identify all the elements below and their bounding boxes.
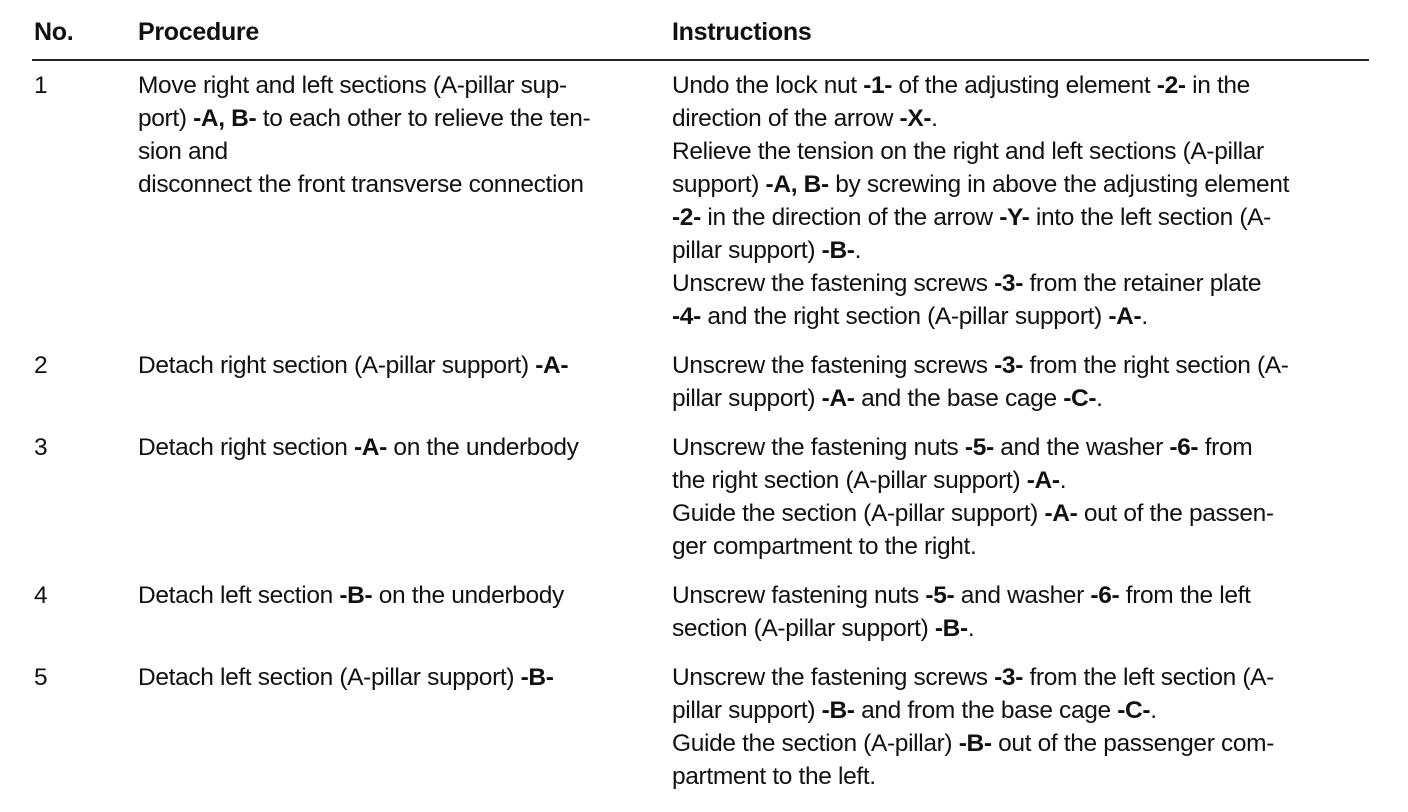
text-line xyxy=(672,135,1363,168)
text-line xyxy=(138,135,664,168)
text-segment: pillar support) xyxy=(672,237,822,264)
step-number: 1 xyxy=(34,72,48,99)
text-line xyxy=(672,612,1363,645)
text-line xyxy=(138,579,664,612)
part-reference: -1- xyxy=(863,72,893,99)
text-line xyxy=(672,69,1363,102)
text-line xyxy=(138,661,664,694)
instructions-cell xyxy=(670,645,1369,793)
text-segment: from the left xyxy=(1119,582,1251,609)
part-reference: -3- xyxy=(994,664,1024,691)
header-procedure: Procedure xyxy=(136,8,670,60)
text-segment: direction of the arrow xyxy=(672,105,900,132)
text-segment: Detach right section (A-pillar support) xyxy=(138,352,536,379)
text-segment: pillar support) xyxy=(672,697,822,724)
text-segment: and the washer xyxy=(993,434,1170,461)
instructions-cell xyxy=(670,60,1369,333)
instructions-cell xyxy=(670,415,1369,563)
procedure-cell xyxy=(136,60,670,333)
text-line xyxy=(138,349,664,382)
text-segment: Detach left section xyxy=(138,582,340,609)
text-segment: ger compartment to the right. xyxy=(672,533,977,560)
part-reference: -A- xyxy=(354,434,387,461)
text-segment: . xyxy=(931,105,938,132)
text-segment: Unscrew the fastening screws xyxy=(672,270,995,297)
text-line xyxy=(672,431,1363,464)
procedure-cell xyxy=(136,563,670,645)
text-line xyxy=(672,168,1363,201)
part-reference: -A- xyxy=(821,385,855,412)
text-line xyxy=(672,727,1363,760)
step-number: 3 xyxy=(34,434,48,461)
text-segment: Unscrew the fastening screws xyxy=(672,664,995,691)
table-row xyxy=(32,60,1369,333)
text-line xyxy=(672,497,1363,530)
part-reference: -6- xyxy=(1169,434,1199,461)
part-reference: -B- xyxy=(934,615,968,642)
text-segment: Detach left section (A-pillar support) xyxy=(138,664,521,691)
step-number: 4 xyxy=(34,582,48,609)
text-line xyxy=(672,201,1363,234)
text-segment: . xyxy=(1150,697,1157,724)
text-segment: the right section (A-pillar support) xyxy=(672,467,1027,494)
text-line xyxy=(672,579,1363,612)
text-segment: partment to the left. xyxy=(672,763,876,790)
text-segment: pillar support) xyxy=(672,385,822,412)
text-segment: . xyxy=(1141,303,1148,330)
part-reference: -2- xyxy=(1156,72,1186,99)
text-line xyxy=(672,694,1363,727)
text-segment: from xyxy=(1198,434,1253,461)
header-no: No. xyxy=(32,8,136,60)
text-segment: . xyxy=(967,615,975,642)
text-segment: sion and xyxy=(138,138,228,165)
text-segment: in the xyxy=(1185,72,1250,99)
text-segment: Guide the section (A-pillar support) xyxy=(672,500,1045,527)
part-reference: -3- xyxy=(994,270,1024,297)
text-segment: on the underbody xyxy=(386,434,579,461)
part-reference: -4- xyxy=(672,303,701,330)
part-reference: -B- xyxy=(520,664,554,691)
text-segment: from the right section (A- xyxy=(1023,352,1289,379)
text-segment: into the left section (A- xyxy=(1029,204,1271,231)
instructions-cell xyxy=(670,563,1369,645)
procedure-document xyxy=(32,8,1372,793)
procedure-cell xyxy=(136,415,670,563)
text-segment: support) xyxy=(672,171,766,198)
text-segment: in the direction of the arrow xyxy=(700,204,1000,231)
part-reference: -B- xyxy=(821,237,855,264)
table-body xyxy=(32,60,1369,793)
text-line xyxy=(672,234,1363,267)
part-reference: -Y- xyxy=(999,204,1030,231)
table-row xyxy=(32,563,1369,645)
part-reference: -A- xyxy=(1108,303,1142,330)
text-segment: and from the base cage xyxy=(854,697,1118,724)
text-line xyxy=(138,102,664,135)
text-segment: from the retainer plate xyxy=(1023,270,1262,297)
text-line xyxy=(672,300,1363,333)
text-segment: Detach right section xyxy=(138,434,354,461)
step-number: 5 xyxy=(34,664,48,691)
text-segment: by screwing in above the adjusting element xyxy=(828,171,1290,198)
part-reference: -5- xyxy=(964,434,994,461)
text-segment: from the left section (A- xyxy=(1023,664,1274,691)
text-segment: disconnect the front transverse connection xyxy=(138,171,584,198)
part-reference: -B- xyxy=(339,582,373,609)
text-segment: on the underbody xyxy=(372,582,564,609)
text-line xyxy=(672,530,1363,563)
text-segment: . xyxy=(1096,385,1103,412)
text-segment: to each other to relieve the ten- xyxy=(256,105,591,132)
part-reference: -A, B- xyxy=(193,105,257,132)
procedure-cell xyxy=(136,645,670,793)
text-segment: of the adjusting element xyxy=(892,72,1157,99)
part-reference: -A- xyxy=(535,352,569,379)
table-row xyxy=(32,415,1369,563)
part-reference: -B- xyxy=(958,730,992,757)
header-row xyxy=(32,8,1369,60)
text-line xyxy=(672,760,1363,793)
part-reference: -C- xyxy=(1063,385,1097,412)
text-segment: Undo the lock nut xyxy=(672,72,864,99)
text-segment: Guide the section (A-pillar) xyxy=(672,730,959,757)
text-segment: Move right and left sections (A-pillar sup- xyxy=(138,72,567,99)
text-line xyxy=(672,267,1363,300)
text-segment: and the right section (A-pillar support) xyxy=(700,303,1109,330)
text-segment: Unscrew the fastening nuts xyxy=(672,434,965,461)
part-reference: -A, B- xyxy=(765,171,829,198)
part-reference: -A- xyxy=(1026,467,1060,494)
part-reference: -5- xyxy=(925,582,955,609)
part-reference: -A- xyxy=(1044,500,1078,527)
step-number: 2 xyxy=(34,352,48,379)
text-line xyxy=(672,102,1363,135)
table-row xyxy=(32,645,1369,793)
part-reference: -B- xyxy=(821,697,855,724)
procedure-cell xyxy=(136,333,670,415)
part-reference: -3- xyxy=(994,352,1024,379)
table-header xyxy=(32,8,1369,60)
text-line xyxy=(138,431,664,464)
part-reference: -C- xyxy=(1117,697,1151,724)
procedure-table xyxy=(32,8,1369,793)
text-segment: out of the passen- xyxy=(1077,500,1274,527)
text-line xyxy=(138,168,664,201)
part-reference: -6- xyxy=(1090,582,1120,609)
table-row xyxy=(32,333,1369,415)
text-segment: Relieve the tension on the right and left sections (A-pillar xyxy=(672,138,1264,165)
text-line xyxy=(138,69,664,102)
text-segment: and washer xyxy=(954,582,1091,609)
text-segment: Unscrew the fastening screws xyxy=(672,352,995,379)
text-segment: port) xyxy=(138,105,194,132)
text-line xyxy=(672,382,1363,415)
part-reference: -X- xyxy=(899,105,932,132)
text-segment: and the base cage xyxy=(854,385,1064,412)
instructions-cell xyxy=(670,333,1369,415)
text-segment: Unscrew fastening nuts xyxy=(672,582,926,609)
text-segment: out of the passenger com- xyxy=(991,730,1275,757)
text-line xyxy=(672,349,1363,382)
text-segment: . xyxy=(854,237,862,264)
text-line xyxy=(672,464,1363,497)
text-segment: section (A-pillar support) xyxy=(672,615,935,642)
text-segment: . xyxy=(1059,467,1067,494)
header-instructions: Instructions xyxy=(670,8,1369,60)
text-line xyxy=(672,661,1363,694)
part-reference: -2- xyxy=(672,204,701,231)
